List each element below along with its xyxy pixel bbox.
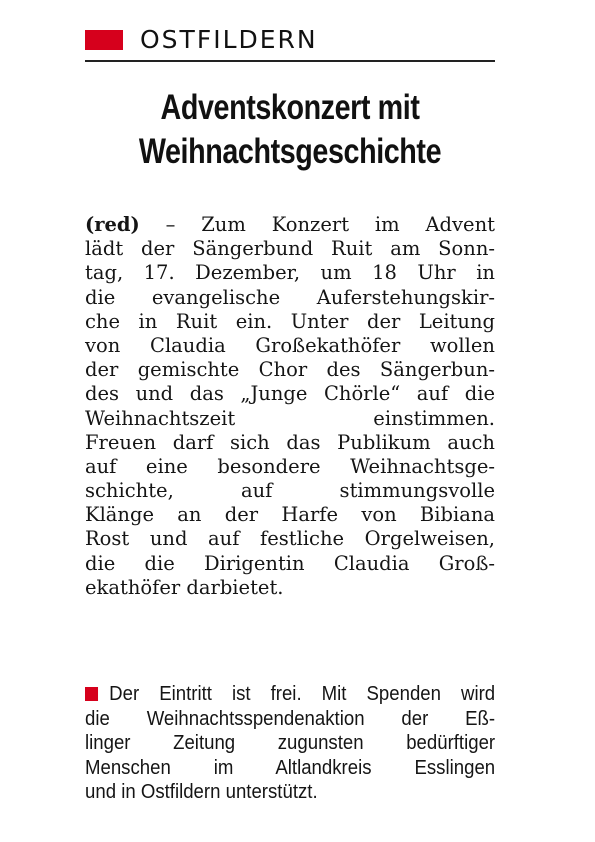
article-kicker: (red) — [85, 213, 140, 236]
info-line: Menschen im Altlandkreis Esslingen — [85, 756, 496, 779]
info-box — [85, 682, 495, 805]
article-line: Weihnachtszeit einstimmen. — [85, 406, 495, 430]
article-line: auf eine besondere Weihnachtsge- — [85, 454, 495, 478]
article-line-1 — [85, 213, 495, 237]
article-line: schichte, auf stimmungsvolle — [85, 479, 495, 503]
article-first-line-text: – Zum Konzert im Advent — [139, 213, 495, 236]
info-line: und in Ostfildern unterstützt. — [85, 781, 318, 803]
article-line: che in Ruit ein. Unter der Leitung — [85, 309, 495, 333]
section-color-marker — [85, 30, 123, 50]
article-line: der gemischte Chor des Sängerbun- — [85, 358, 495, 382]
article-line: lädt der Sängerbund Ruit am Sonn- — [85, 237, 495, 261]
article-line: die evangelische Auferstehungskir- — [85, 285, 495, 309]
info-line: linger Zeitung zugunsten bedürftiger — [85, 732, 496, 754]
article-line: Klänge an der Harfe von Bibiana — [85, 503, 495, 527]
article-line: des und das „Junge Chörle“ auf die — [85, 382, 495, 406]
article-line: die die Dirigentin Claudia Groß- — [85, 551, 495, 575]
info-square-marker — [85, 687, 98, 701]
headline-line-1: Adventskonzert mit — [160, 88, 420, 127]
article-line: Freuen darf sich das Publikum auch — [85, 430, 495, 454]
section-header — [85, 24, 495, 62]
article-line: von Claudia Großekathöfer wollen — [85, 333, 495, 357]
article-line: ekathöfer darbietet. — [85, 575, 284, 599]
headline-line-2: Weihnachtsgeschichte — [138, 132, 442, 171]
article-body — [85, 213, 495, 600]
info-line-text: Der Eintritt ist frei. Mit Spenden wird — [109, 683, 496, 705]
article-line: tag, 17. Dezember, um 18 Uhr in — [85, 261, 495, 285]
section-name: OSTFILDERN — [140, 25, 318, 54]
info-line: die Weihnachtsspendenaktion der Eß- — [85, 707, 496, 730]
article-line: Rost und auf festliche Orgelweisen, — [85, 527, 495, 551]
info-line-1 — [85, 682, 495, 707]
article-headline — [122, 86, 458, 174]
